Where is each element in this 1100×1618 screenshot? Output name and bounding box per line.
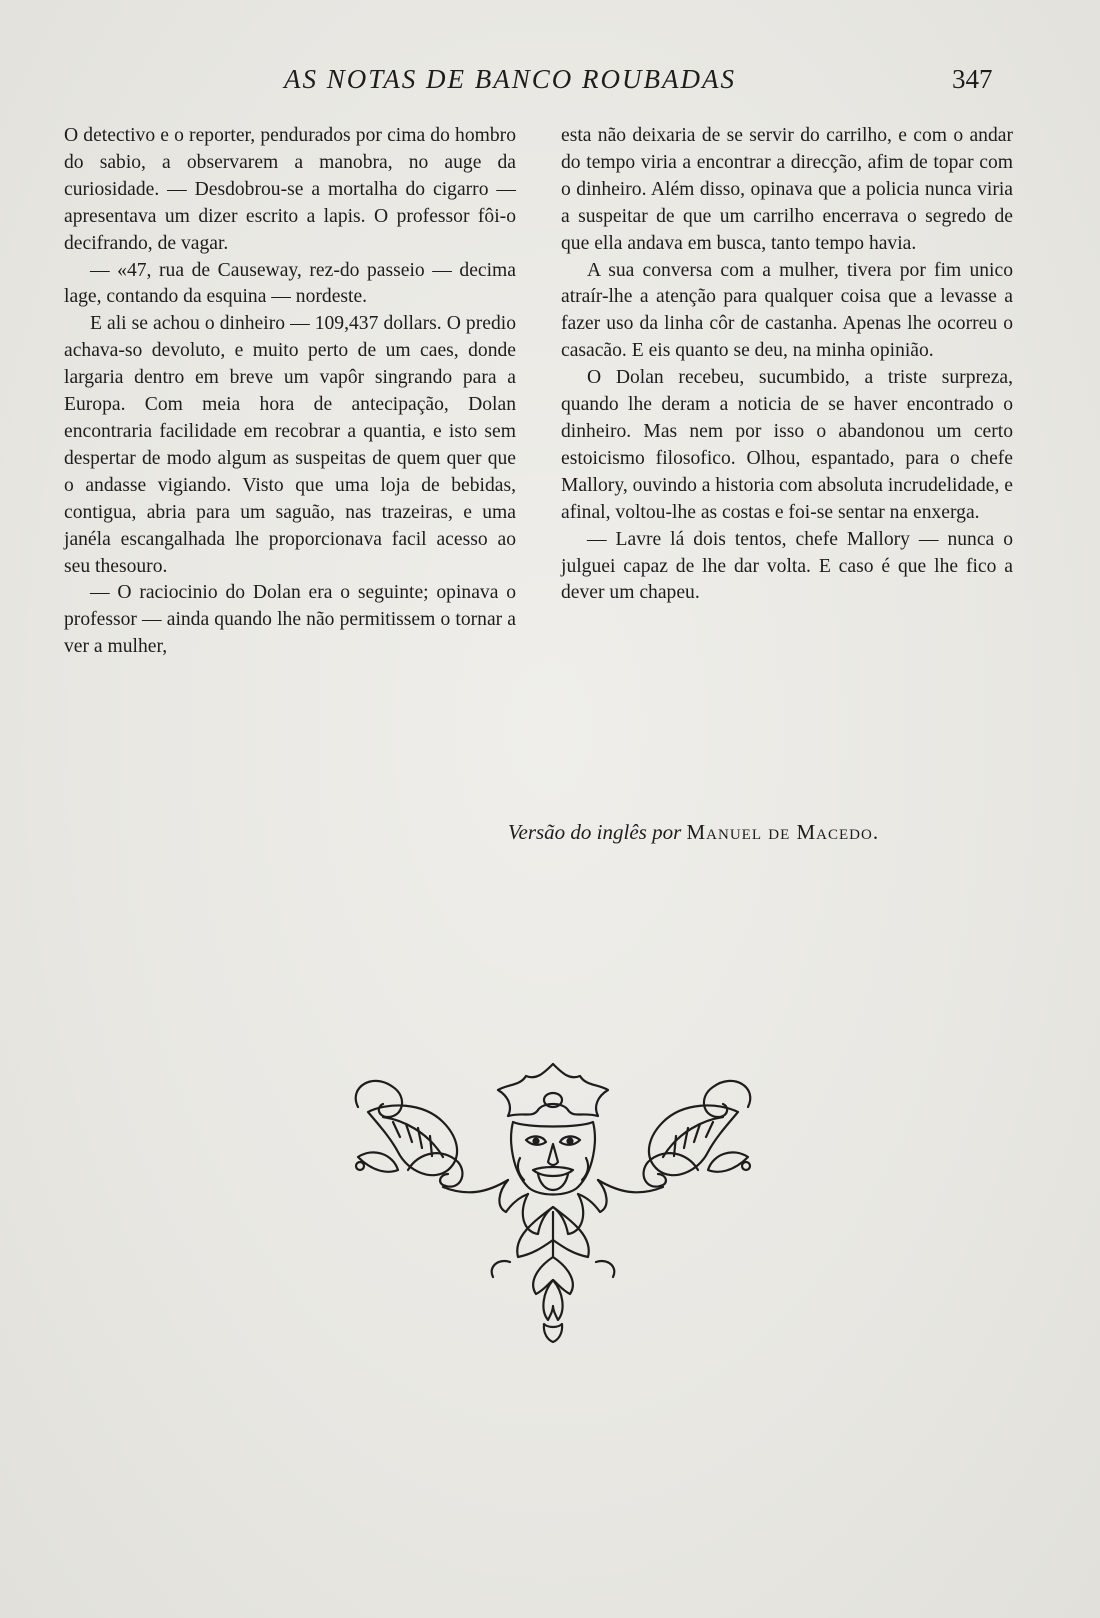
paragraph: O Dolan recebeu, sucumbido, a triste surpreza, quando lhe deram a noticia de se haver encontrado o dinheiro. Mas nem por isso o abandonou um certo estoicismo filosofico. Olhou, espantado, para o chefe Mallory, ouvindo a historia com absoluta incrudelidade, e afinal, voltou-lhe as costas e foi-se sentar na enxerga. bbox=[561, 367, 1013, 523]
left-column bbox=[64, 123, 516, 661]
paragraph: A sua conversa com a mulher, tivera por fim unico atraír-lhe a atenção para qualquer coisa que a levasse a fazer uso da linha côr de castanha. Apenas lhe ocorreu o casacão. E eis quanto se deu, na minha opinião. bbox=[561, 259, 1013, 362]
paragraph: — O raciocinio do Dolan era o seguinte; opinava o professor — ainda quando lhe não permitissem o tornar a ver a mulher, bbox=[64, 582, 516, 658]
paragraph: — «47, rua de Causeway, rez-do passeio — decima lage, contando da esquina — nordeste. bbox=[64, 259, 516, 308]
foliate-mask-vignette-icon bbox=[348, 1062, 758, 1347]
paragraph: O detectivo e o reporter, pendurados por cima do hombro do sabio, a observarem a manobra, no auge da curiosidade. — Desdobrou-se a mortalha do cigarro — apresentava um dizer escrito a lapis. O professor fôi-o decifrando, de vagar. bbox=[64, 125, 516, 254]
running-head bbox=[0, 64, 1100, 104]
translator-credit bbox=[508, 820, 968, 845]
credit-prefix: Versão do inglês por bbox=[508, 820, 682, 844]
paragraph: E ali se achou o dinheiro — 109,437 dollars. O predio achava-so devoluto, e muito perto de um caes, donde largaria dentro em breve um vapôr singrando para a Europa. Com meia hora de antecipação, Dolan encontraria facilidade em recobrar a quantia, e isto sem despertar de modo algum as suspeitas de quem quer que o andasse vigiando. Visto que uma loja de bebidas, contigua, abria para um saguão, nas trazeiras, e uma janéla escangalhada lhe proporcionava facil acesso ao seu thesouro. bbox=[64, 313, 516, 577]
paragraph: — Lavre lá dois tentos, chefe Mallory — nunca o julguei capaz de lhe dar volta. E caso é que lhe fico a dever um chapeu. bbox=[561, 528, 1013, 604]
translator-name: Manuel de Macedo. bbox=[686, 820, 880, 844]
running-title: AS NOTAS DE BANCO ROUBADAS bbox=[284, 64, 736, 94]
right-column bbox=[561, 123, 1013, 607]
paragraph: esta não deixaria de se servir do carrilho, e com o andar do tempo viria a encontrar a direcção, afim de topar com o dinheiro. Além disso, opinava que a policia nunca viria a suspeitar de que um carrilho encerrava o segredo de que ella andava em busca, tanto tempo havia. bbox=[561, 125, 1013, 254]
page-number: 347 bbox=[952, 64, 993, 94]
